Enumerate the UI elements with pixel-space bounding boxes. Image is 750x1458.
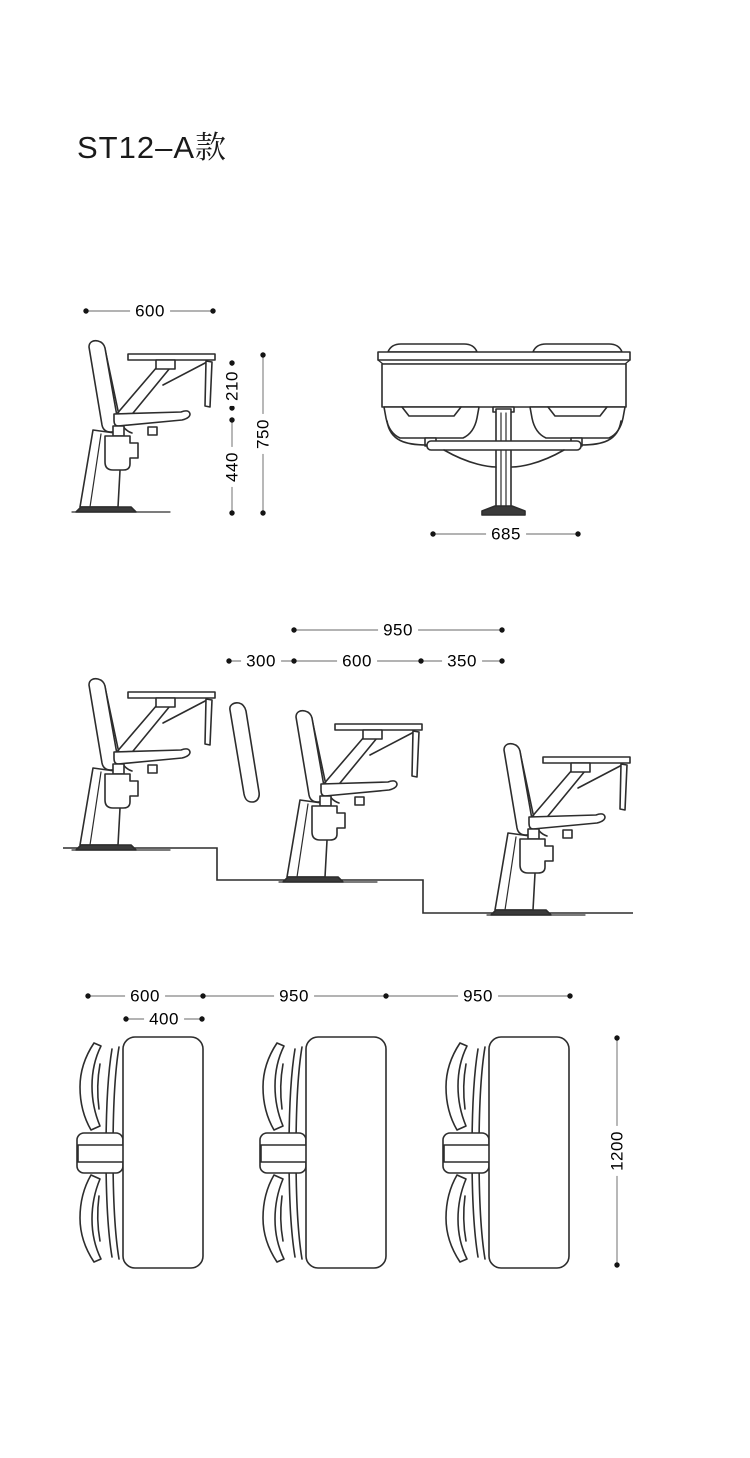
stepped-row-chair-2 [230,703,259,802]
stepped-row-chair-3 [487,744,630,915]
dim-plan-desk-depth: 400 [144,1010,184,1029]
stepped-row-chair-1 [72,679,215,850]
dim-plan-unit-depth: 600 [125,987,165,1006]
dim-row-pitch: 950 [378,621,418,640]
plan-view-unit-2 [260,1037,386,1268]
dim-side-desk-to-seat: 210 [223,366,242,406]
dim-row-back-clearance: 300 [241,652,281,671]
dim-row-aisle-gap: 350 [442,652,482,671]
dim-plan-desk-length: 1200 [608,1126,627,1176]
dim-front-pedestal-span: 685 [486,525,526,544]
model-title: ST12–A款 [77,130,228,165]
plan-view-unit-3 [443,1037,569,1268]
dim-side-overall-height: 750 [254,414,273,454]
dim-plan-row-pitch-2: 950 [458,987,498,1006]
dim-plan-row-pitch-1: 950 [274,987,314,1006]
dim-side-width: 600 [130,302,170,321]
dim-side-seat-height: 440 [223,447,242,487]
side-view-chair [72,341,215,512]
folded-seat-panel [230,703,259,802]
dim-row-unit-depth: 600 [337,652,377,671]
plan-view-unit-1 [77,1037,203,1268]
front-view-two-seat-unit [378,344,630,515]
